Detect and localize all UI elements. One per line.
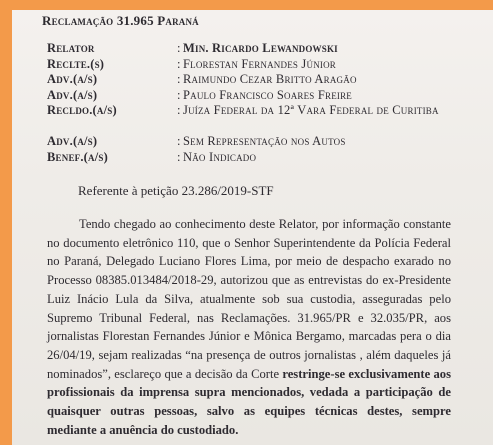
meta-label: Adv.(a/s) <box>47 72 98 86</box>
meta-row-advogado-2 <box>47 88 487 104</box>
meta-separator: : <box>177 72 181 86</box>
meta-value: Sem Representação nos Autos <box>183 134 346 148</box>
meta-row-reclamado <box>47 103 487 134</box>
meta-separator: : <box>177 149 181 164</box>
meta-row-relator <box>47 41 487 57</box>
meta-value: Florestan Fernandes Júnior <box>183 56 336 71</box>
meta-value: Não Indicado <box>183 149 257 164</box>
meta-value: Juíza Federal da 12ª Vara Federal de Curitiba <box>183 103 439 117</box>
decision-paragraph <box>47 215 451 439</box>
meta-label: Reclte.(s) <box>47 56 105 71</box>
meta-label: Adv.(a/s) <box>47 87 98 102</box>
meta-separator: : <box>177 103 181 117</box>
meta-row-reclamante <box>47 57 487 73</box>
decision-text: Tendo chegado ao conhecimento deste Relator, por informação constante no documento eletrônico 110, que o Senhor Superintendente da Polícia Federal no Paraná, Delegado Luciano Flores Lima, por meio de despacho exarado no Processo 08385.013484/2018-29, autorizou que as entrevistas do ex-Presidente Luiz Inácio Lula da Silva, atualmente sob sua custodia, asseguradas pelo Supremo Tribunal Federal, nas Reclamações. 31.965/PR e 32.035/PR, aos jornalistas Florestan Fernandes Júnior e Mônica Bergamo, marcadas pera o dia 26/04/19, sejam realizadas “na presença de outros jornalistas , além daqueles já nominados”, esclareço que a decisão da Corte <box>47 217 451 381</box>
petition-reference: Referente à petição 23.286/2019-STF <box>78 183 274 198</box>
meta-row-advogado-1 <box>47 72 487 88</box>
meta-row-advogado-3 <box>47 134 487 150</box>
case-title: Reclamação 31.965 Paraná <box>42 13 199 28</box>
meta-label: Recldo.(a/s) <box>47 103 117 117</box>
decision-text-bold: restringe-se exclusivamente aos profissionais da imprensa supra mencionados, vedada a participação de quaisquer outras pessoas, salvo as equipes técnicas destes, sempre mediante a anuência do custodiado. <box>47 366 452 437</box>
meta-separator: : <box>177 41 181 55</box>
meta-separator: : <box>177 134 181 148</box>
meta-label: Benef.(a/s) <box>47 149 108 164</box>
meta-label: Relator <box>47 41 95 55</box>
meta-value: Paulo Francisco Soares Freire <box>183 87 352 102</box>
case-parties <box>47 41 487 165</box>
meta-separator: : <box>177 87 181 102</box>
meta-value: Min. Ricardo Lewandowski <box>183 41 338 55</box>
document-page <box>12 10 493 445</box>
meta-label: Adv.(a/s) <box>47 134 98 148</box>
meta-value: Raimundo Cezar Britto Aragão <box>183 72 357 86</box>
meta-separator: : <box>177 56 181 71</box>
meta-row-beneficiario <box>47 150 487 166</box>
